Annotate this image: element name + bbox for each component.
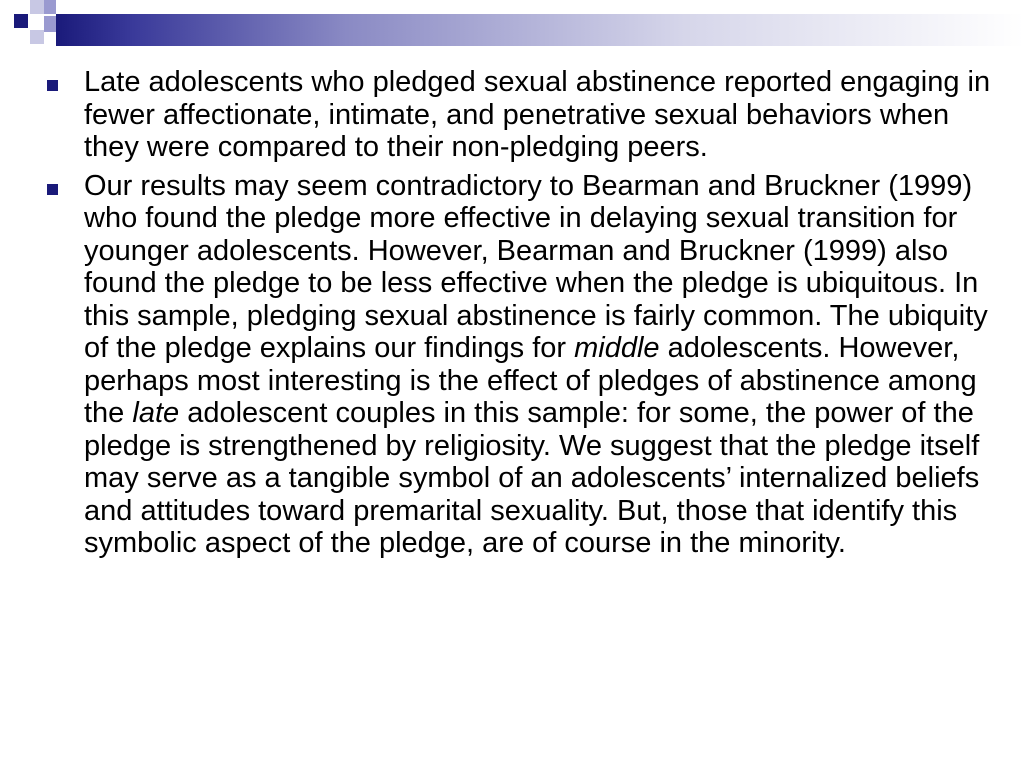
bullet-text-segment: adolescent couples in this sample: for some, the power of the pledge is strengthened by religiosity. We suggest that the pledge itself may serve as a tangible symbol of an adolescents’ internalized beliefs and attitudes toward premarital sexuality. But, those that identify this symbolic aspect of the pledge, are of course in the minority. [84, 397, 980, 559]
slide-header-decoration [0, 0, 1024, 48]
slide-body [44, 66, 994, 566]
bullet-item [44, 170, 994, 560]
bullet-text-italic: middle [574, 332, 660, 364]
deco-square-light [30, 0, 44, 14]
bullet-text-segment: Late adolescents who pledged sexual abstinence reported engaging in fewer affectionate, intimate, and penetrative sexual behaviors when they were compared to their non-pledging peers. [84, 66, 991, 163]
bullet-text-segment: Our results may seem contradictory to Bearman and Bruckner (1999) who found the pledge more effective in delaying sexual transition for younger adolescents. However, Bearman and Bruckner (1999) also found the pledge to be less effective when the pledge is ubiquitous. In this sample, pledging sexual abstinence is fairly common. The ubiquity of the pledge explains our findings for [84, 169, 988, 364]
bullet-square-icon [47, 184, 58, 195]
header-gradient-bar [56, 14, 1024, 46]
deco-square-medium [44, 0, 56, 14]
deco-square-mid [44, 16, 56, 32]
bullet-text-segment: adolescents. However, perhaps most interesting is the effect of pledges of abstinence among the [84, 332, 977, 429]
bullet-item [44, 66, 994, 164]
bullet-square-icon [47, 80, 58, 91]
bullet-text-italic: late [132, 397, 180, 429]
deco-square-pale [30, 30, 44, 44]
bullet-text [84, 66, 994, 164]
bullet-text [84, 170, 994, 560]
deco-square-dark [14, 14, 28, 28]
